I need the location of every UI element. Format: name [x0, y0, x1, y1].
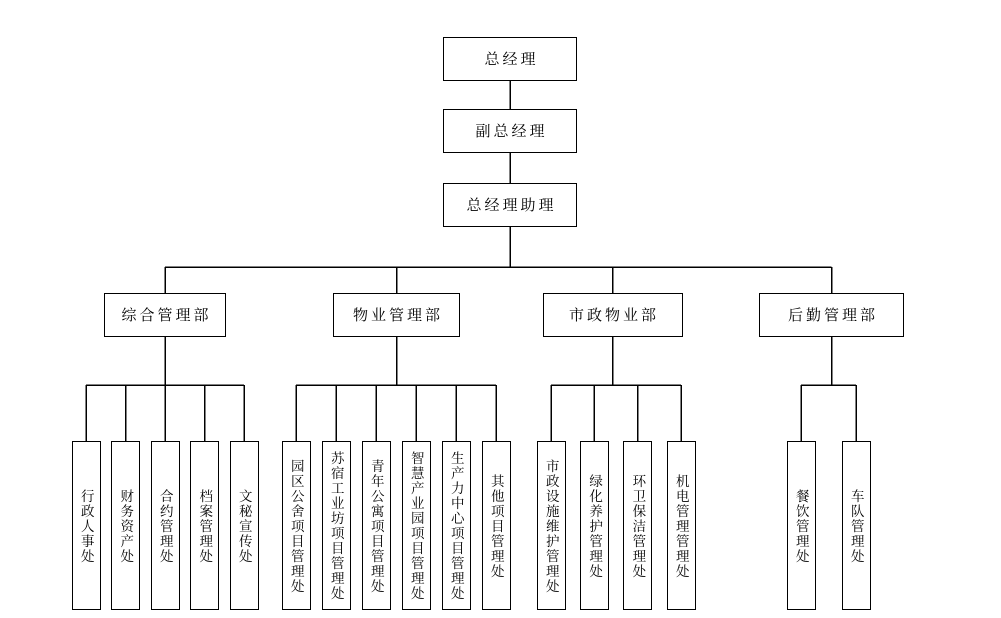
office-node-label: 财务资产处: [118, 488, 134, 564]
office-node: [623, 441, 652, 610]
office-node: [482, 441, 511, 610]
office-node-label: 机电管理管理处: [673, 473, 689, 579]
office-node: [282, 441, 311, 610]
node-general-manager: [443, 37, 577, 81]
office-node: [190, 441, 219, 610]
office-node: [322, 441, 351, 610]
office-node: [580, 441, 609, 610]
office-node-label: 园区公舍项目管理处: [288, 458, 304, 594]
dept-node-logistics-management-label: 后勤管理部: [787, 306, 878, 324]
office-node: [72, 441, 101, 610]
dept-node-comprehensive-management-label: 综合管理部: [121, 306, 212, 324]
office-node-label: 行政人事处: [78, 488, 94, 564]
office-node: [442, 441, 471, 610]
office-node: [667, 441, 696, 610]
dept-node-municipal-property-label: 市政物业部: [568, 306, 659, 324]
dept-node-property-management: [333, 293, 460, 337]
dept-node-municipal-property: [543, 293, 683, 337]
office-node-label: 档案管理处: [197, 488, 213, 564]
office-node-label: 餐饮管理处: [793, 488, 809, 564]
office-node: [842, 441, 871, 610]
office-node-label: 青年公寓项目管理处: [368, 458, 384, 594]
office-node-label: 合约管理处: [157, 488, 173, 564]
dept-node-property-management-label: 物业管理部: [352, 306, 443, 324]
dept-node-logistics-management: [759, 293, 904, 337]
office-node-label: 生产力中心项目管理处: [448, 451, 464, 602]
office-node-label: 市政设施维护管理处: [543, 458, 559, 594]
office-node: [787, 441, 816, 610]
node-deputy-general-manager-label: 副总经理: [475, 122, 548, 140]
office-node: [402, 441, 431, 610]
dept-node-comprehensive-management: [104, 293, 226, 337]
office-node: [151, 441, 180, 610]
office-node-label: 其他项目管理处: [488, 473, 504, 579]
office-node-label: 智慧产业园项目管理处: [408, 451, 424, 602]
office-node: [537, 441, 566, 610]
node-general-manager-assistant: [443, 183, 577, 227]
office-node-label: 绿化养护管理处: [587, 473, 603, 579]
office-node: [230, 441, 259, 610]
office-node: [111, 441, 140, 610]
office-node-label: 车队管理处: [848, 488, 864, 564]
node-deputy-general-manager: [443, 109, 577, 153]
node-general-manager-assistant-label: 总经理助理: [466, 196, 557, 214]
office-node-label: 环卫保洁管理处: [630, 473, 646, 579]
office-node-label: 文秘宣传处: [236, 488, 252, 564]
office-node: [362, 441, 391, 610]
node-general-manager-label: 总经理: [484, 50, 539, 68]
office-node-label: 苏宿工业坊项目管理处: [328, 451, 344, 602]
